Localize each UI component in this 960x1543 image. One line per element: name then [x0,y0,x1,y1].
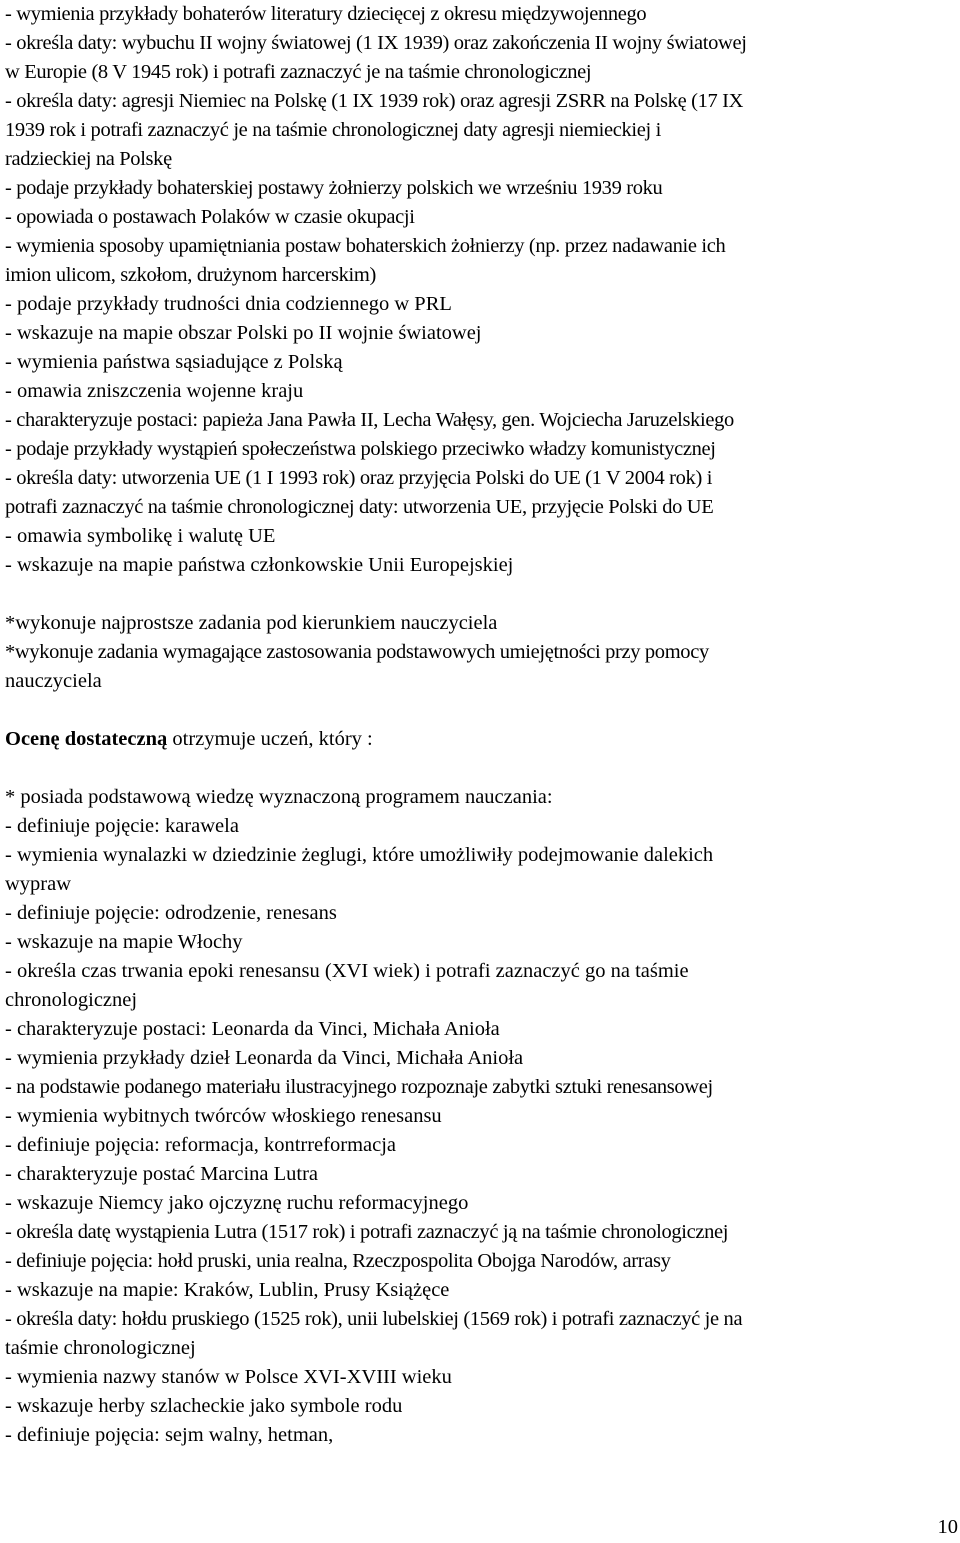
text-line: - wskazuje na mapie państwa członkowskie Unii Europejskiej [5,554,514,576]
text-line: * posiada podstawową wiedzę wyznaczoną programem nauczania: [5,786,553,808]
grade-heading-bold: Ocenę dostateczną [5,728,168,750]
text-line: - wymienia przykłady bohaterów literatury dziecięcej z okresu międzywojennego [5,3,647,25]
text-line: - podaje przykłady wystąpień społeczeństwa polskiego przeciwko władzy komunistycznej [5,438,716,460]
text-line: *wykonuje zadania wymagające zastosowania podstawowych umiejętności przy pomocy [5,641,709,663]
text-line: - charakteryzuje postaci: papieża Jana Pawła II, Lecha Wałęsy, gen. Wojciecha Jaruzelskiego [5,409,734,431]
text-line: - definiuje pojęcia: sejm walny, hetman, [5,1424,334,1446]
text-line: w Europie (8 V 1945 rok) i potrafi zaznaczyć je na taśmie chronologicznej [5,61,592,83]
text-line: - określa daty: hołdu pruskiego (1525 rok), unii lubelskiej (1569 rok) i potrafi zaznaczyć je na [5,1308,743,1330]
text-line: *wykonuje najprostsze zadania pod kierunkiem nauczyciela [5,612,498,634]
text-line: - wskazuje na mapie Włochy [5,931,243,953]
text-line: - charakteryzuje postaci: Leonarda da Vinci, Michała Anioła [5,1018,500,1040]
text-line: 1939 rok i potrafi zaznaczyć je na taśmie chronologicznej daty agresji niemieckiej i [5,119,661,141]
spacer [5,754,955,783]
text-line: - na podstawie podanego materiału ilustracyjnego rozpoznaje zabytki sztuki renesansowej [5,1076,713,1098]
text-line: - definiuje pojęcie: karawela [5,815,239,837]
grade-heading-rest: otrzymuje uczeń, który : [167,728,373,750]
text-line: - wymienia wynalazki w dziedzinie żeglugi, które umożliwiły podejmowanie dalekich [5,844,714,866]
text-line: - wymienia nazwy stanów w Polsce XVI-XVIII wieku [5,1366,452,1388]
text-line: - wskazuje Niemcy jako ojczyznę ruchu reformacyjnego [5,1192,469,1214]
text-line: - opowiada o postawach Polaków w czasie okupacji [5,206,415,228]
text-line: - omawia symbolikę i walutę UE [5,525,276,547]
text-line: wypraw [5,873,72,895]
text-line: - określa daty: agresji Niemiec na Polskę (1 IX 1939 rok) oraz agresji ZSRR na Polskę (17 IX [5,90,744,112]
text-line: - określa daty: wybuchu II wojny światowej (1 IX 1939) oraz zakończenia II wojny światowej [5,32,747,54]
text-line: nauczyciela [5,670,102,692]
text-line: - definiuje pojęcie: odrodzenie, renesans [5,902,337,924]
text-line: - określa datę wystąpienia Lutra (1517 rok) i potrafi zaznaczyć ją na taśmie chronologicznej [5,1221,729,1243]
task-requirements [5,609,955,696]
text-line: - określa daty: utworzenia UE (1 I 1993 rok) oraz przyjęcia Polski do UE (1 V 2004 rok) i [5,467,713,489]
grade-heading [5,725,955,754]
text-line: - określa czas trwania epoki renesansu (XVI wiek) i potrafi zaznaczyć go na taśmie [5,960,689,982]
text-line: chronologicznej [5,989,138,1011]
satisfactory-grade-list [5,783,955,1450]
text-line: - omawia zniszczenia wojenne kraju [5,380,304,402]
text-line: - wskazuje herby szlacheckie jako symbole rodu [5,1395,403,1417]
text-line: - charakteryzuje postać Marcina Lutra [5,1163,319,1185]
text-line: potrafi zaznaczyć na taśmie chronologicznej daty: utworzenia UE, przyjęcie Polski do UE [5,496,714,518]
text-line: imion ulicom, szkołom, drużynom harcerskim) [5,264,376,286]
text-line: - podaje przykłady trudności dnia codziennego w PRL [5,293,452,315]
text-line: radzieckiej na Polskę [5,148,172,170]
text-line: - wymienia sposoby upamiętniania postaw bohaterskich żołnierzy (np. przez nadawanie ich [5,235,726,257]
text-line: - wskazuje na mapie obszar Polski po II wojnie światowej [5,322,482,344]
text-line: - definiuje pojęcia: hołd pruski, unia realna, Rzeczpospolita Obojga Narodów, arrasy [5,1250,671,1272]
page-number: 10 [937,1516,958,1538]
history-requirements-list [5,0,955,580]
text-line: taśmie chronologicznej [5,1337,196,1359]
document-page [5,0,955,1450]
text-line: - wskazuje na mapie: Kraków, Lublin, Prusy Książęce [5,1279,450,1301]
text-line: - wymienia przykłady dzieł Leonarda da Vinci, Michała Anioła [5,1047,524,1069]
text-line: - wymienia państwa sąsiadujące z Polską [5,351,343,373]
spacer [5,580,955,609]
text-line: - definiuje pojęcia: reformacja, kontrreformacja [5,1134,397,1156]
text-line: - podaje przykłady bohaterskiej postawy żołnierzy polskich we wrześniu 1939 roku [5,177,663,199]
text-line: - wymienia wybitnych twórców włoskiego renesansu [5,1105,442,1127]
spacer [5,696,955,725]
